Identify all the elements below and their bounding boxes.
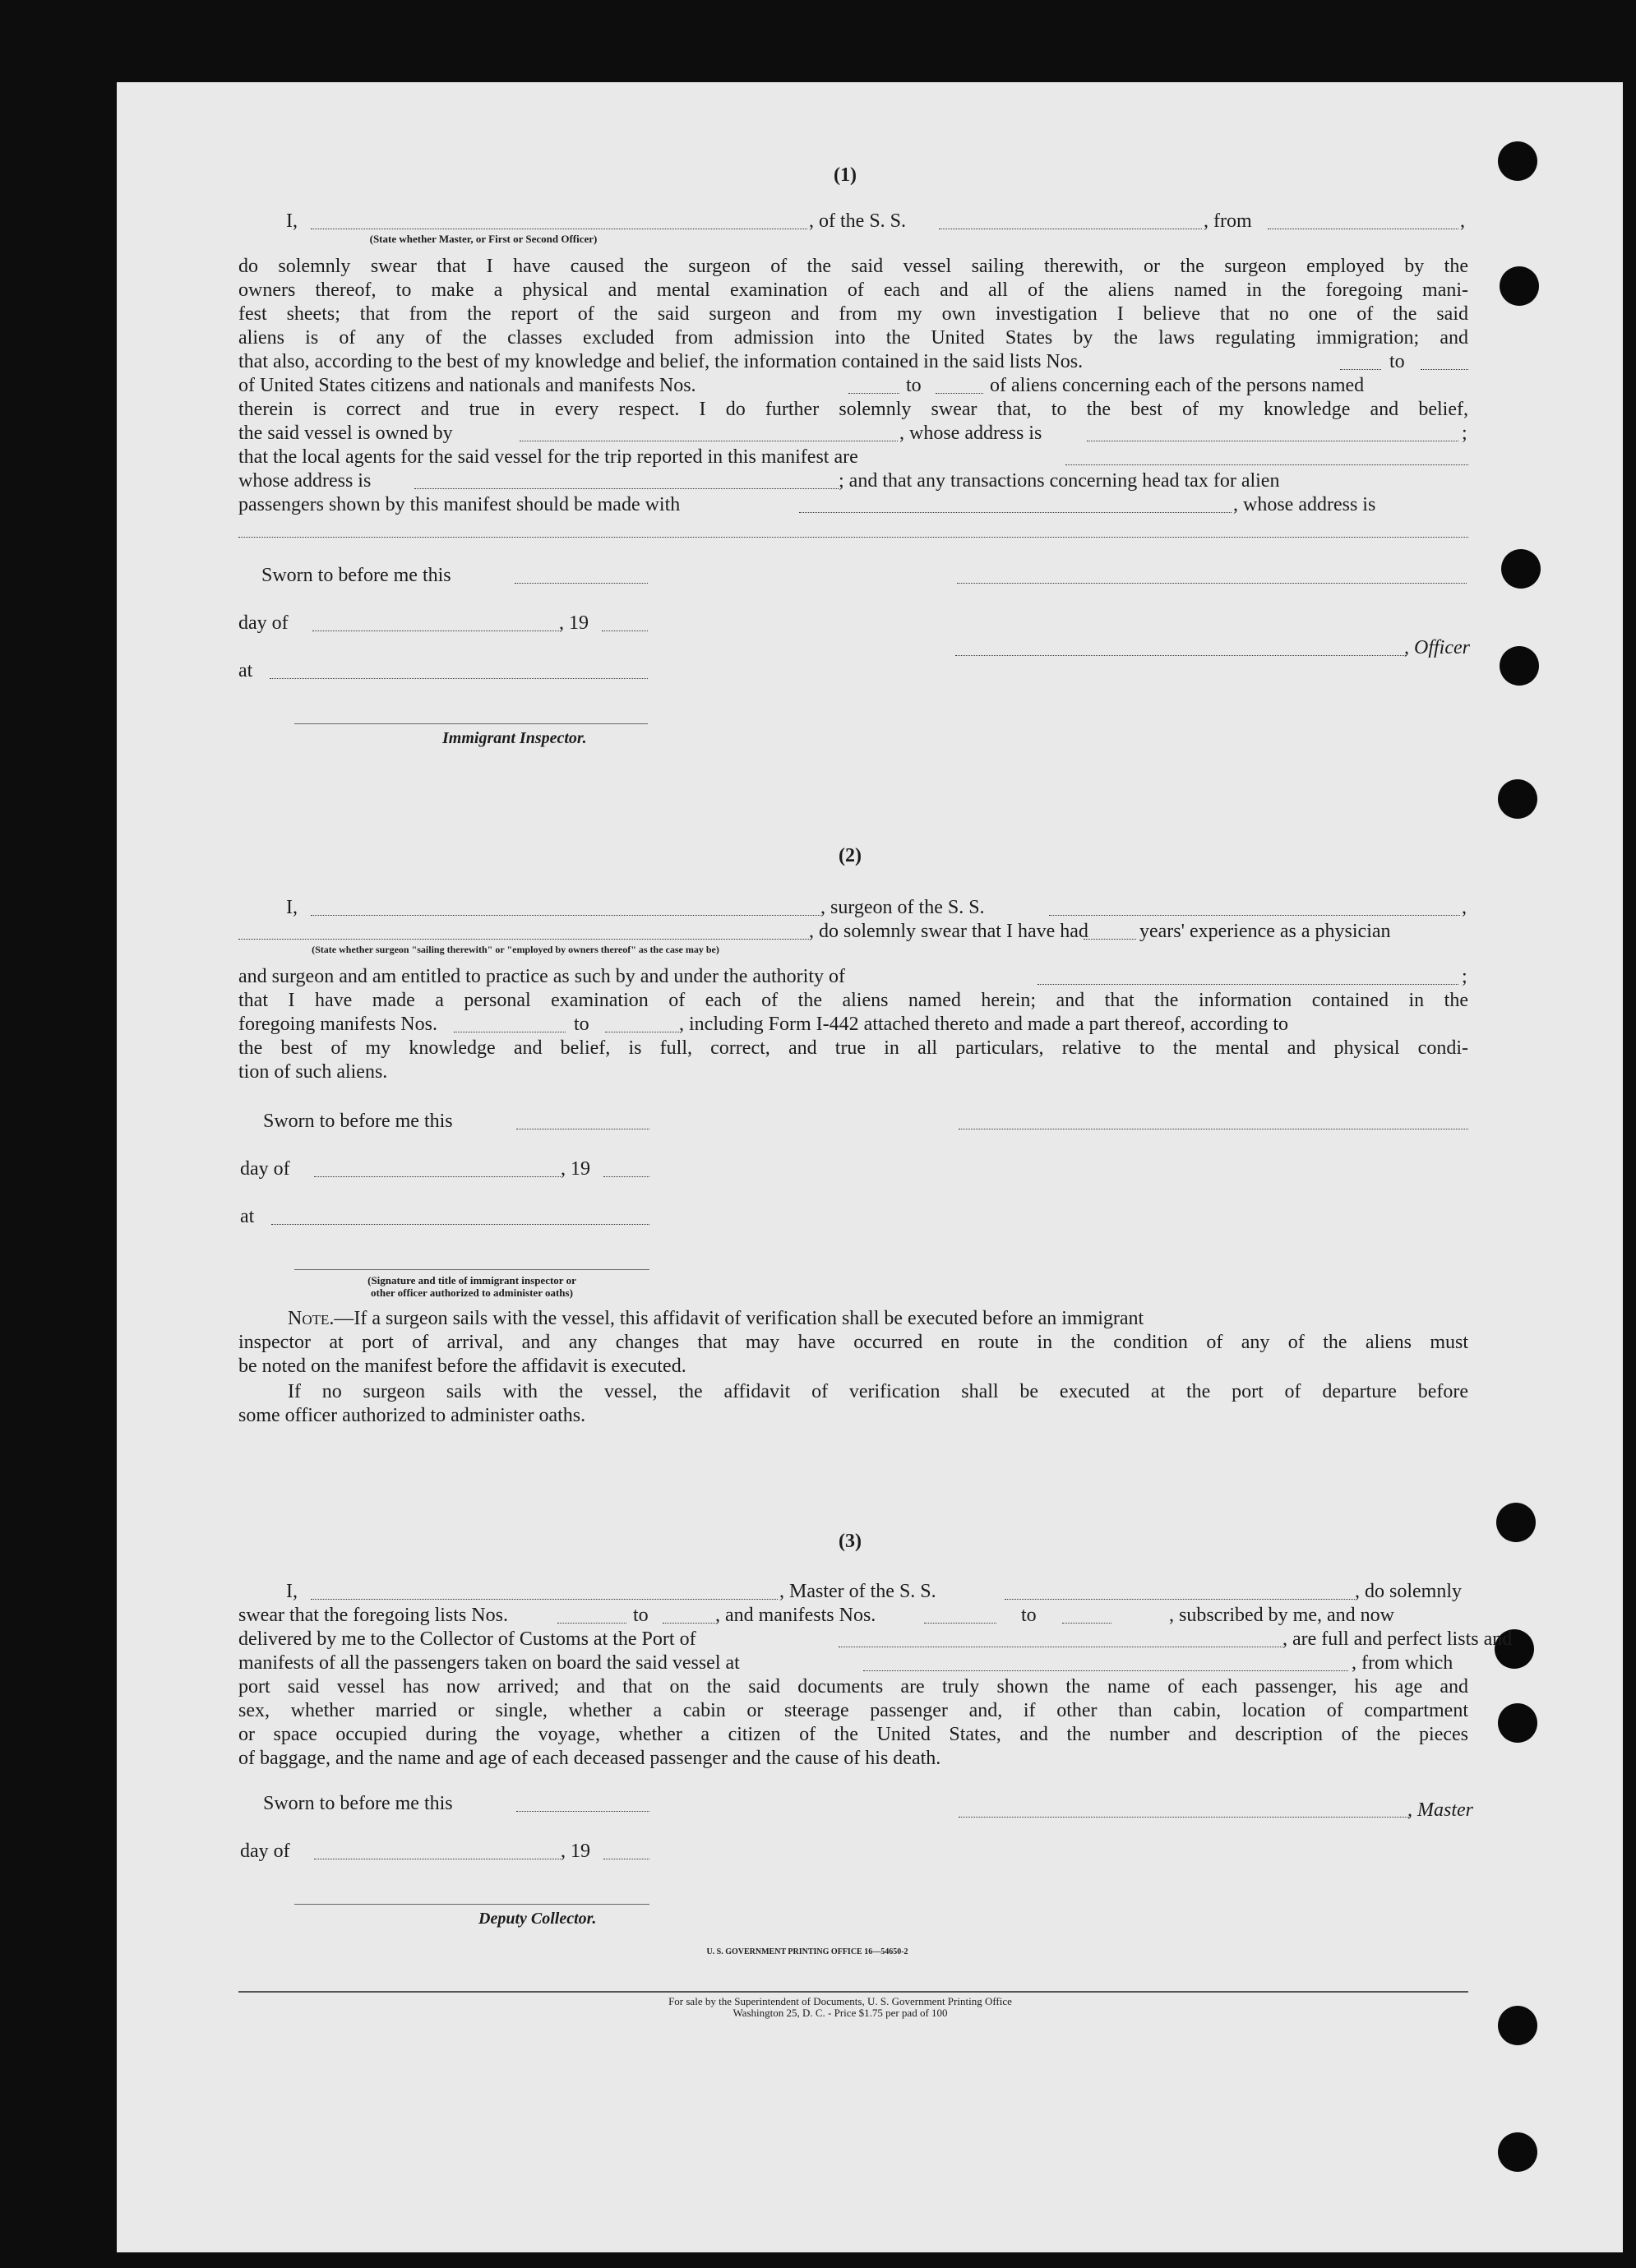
sec3-day-of: day of xyxy=(240,1841,290,1862)
semicolon: ; xyxy=(1462,966,1467,987)
sale-notice-2: Washington 25, D. C. - Price $1.75 per pad of 100 xyxy=(733,2007,948,2019)
punch-hole xyxy=(1498,2006,1537,2045)
comma: , xyxy=(1460,210,1465,232)
surgeon-of-ss: , surgeon of the S. S. xyxy=(820,897,985,918)
note-label: Note. xyxy=(288,1308,335,1329)
solemnly-swear: , do solemnly swear that I have had xyxy=(809,921,1088,942)
sec3-para-line: of baggage, and the name and age of each deceased passenger and the cause of his death. xyxy=(238,1748,941,1769)
note-line: inspector at port of arrival, and any changes that may have occurred en route in the condition of any of the aliens must xyxy=(238,1332,1468,1353)
deputy-signature-line[interactable] xyxy=(294,1904,649,1905)
sec3-vessel-field[interactable] xyxy=(1005,1599,1355,1600)
sig-caption-2: other officer authorized to administer oaths) xyxy=(371,1286,573,1299)
subscribed-text: , subscribed by me, and now xyxy=(1169,1605,1394,1626)
manifests-all-text: manifests of all the passengers taken on board the said vessel at xyxy=(238,1652,740,1674)
sec1-para-line: do solemnly swear that I have caused the surgeon of the said vessel sailing therewith, or the surgeon employed by the xyxy=(238,256,1468,277)
manifests-to-field[interactable] xyxy=(936,393,983,394)
swear-lists: swear that the foregoing lists Nos. xyxy=(238,1605,508,1626)
sec1-sworn-date-field[interactable] xyxy=(515,583,648,584)
sale-notice-1: For sale by the Superintendent of Documents, U. S. Government Printing Office xyxy=(668,1995,1012,2007)
punch-hole xyxy=(1498,2132,1537,2172)
sec2-authority-signature-line[interactable] xyxy=(294,1269,649,1270)
master-signature-line[interactable] xyxy=(959,1817,1409,1818)
sec3-lists-from-field[interactable] xyxy=(557,1623,626,1624)
sec2-at: at xyxy=(240,1206,255,1227)
sec2-year-field[interactable] xyxy=(603,1176,649,1177)
manifests-from-field[interactable] xyxy=(848,393,899,394)
sec1-para-line: whose address is xyxy=(238,470,372,492)
master-name-field[interactable] xyxy=(311,1599,778,1600)
master-of-ss: , Master of the S. S. xyxy=(779,1581,936,1602)
inspector-signature-line[interactable] xyxy=(294,723,648,724)
sec1-place-field[interactable] xyxy=(270,678,648,679)
sec1-para-line: that also, according to the best of my knowledge and belief, the information contained in the said lists Nos. xyxy=(238,351,1084,372)
delivered-text: delivered by me to the Collector of Customs at the Port of xyxy=(238,1628,696,1650)
section-1-heading: (1) xyxy=(834,164,857,186)
note-line: If no surgeon sails with the vessel, the affidavit of verification shall be executed at the port of departure before xyxy=(288,1381,1468,1402)
punch-hole xyxy=(1500,266,1539,306)
footer-rule[interactable] xyxy=(238,1991,1468,1993)
master-label: , Master xyxy=(1407,1799,1473,1821)
sec1-para-line: of United States citizens and nationals and manifests Nos. xyxy=(238,375,696,396)
do-solemnly: , do solemnly xyxy=(1355,1581,1462,1602)
punch-hole xyxy=(1496,1503,1536,1542)
form-sheet xyxy=(117,82,1623,2252)
to-label: to xyxy=(1389,351,1405,372)
from-which: , from which xyxy=(1352,1652,1453,1674)
whose-address: , whose address is xyxy=(899,423,1042,444)
sec2-para-line: that I have made a personal examination of each of the aliens named herein; and that the information contained in the xyxy=(238,990,1468,1011)
boarding-port-field[interactable] xyxy=(863,1670,1348,1671)
year-prefix: , 19 xyxy=(561,1841,590,1862)
sec1-para-line: therein is correct and true in every respect. I do further solemnly swear that, to the best of my knowledge and belief, xyxy=(238,399,1468,420)
sec1-sworn: Sworn to before me this xyxy=(261,565,451,586)
sec2-para-line: tion of such aliens. xyxy=(238,1061,388,1083)
authority-text: and surgeon and am entitled to practice as such by and under the authority of xyxy=(238,966,845,987)
inspector-label: Immigrant Inspector. xyxy=(442,729,587,747)
sec1-from: , from xyxy=(1204,210,1252,232)
sec3-para-line: port said vessel has now arrived; and that on the said documents are truly shown the name of each passenger, his age and xyxy=(238,1676,1468,1698)
years-experience-field[interactable] xyxy=(1084,939,1136,940)
punch-hole xyxy=(1498,141,1537,181)
head-tax-party-field[interactable] xyxy=(799,512,1232,513)
sec2-para-line: the best of my knowledge and belief, is full, correct, and true in all particulars, relative to the mental and physical condi- xyxy=(238,1037,1468,1059)
lists-from-field[interactable] xyxy=(1340,369,1381,370)
sec3-sworn-date-field[interactable] xyxy=(516,1811,649,1812)
punch-hole xyxy=(1500,646,1539,686)
deputy-label: Deputy Collector. xyxy=(478,1910,597,1928)
to-label: to xyxy=(1021,1605,1037,1626)
sec1-para-line: owners thereof, to make a physical and mental examination of each and all of the aliens named in the foregoing mani- xyxy=(238,279,1468,301)
sec1-of-ss: , of the S. S. xyxy=(809,210,907,232)
sec3-para-line: or space occupied during the voyage, whether a citizen of the United States, and the number and description of the pieces xyxy=(238,1724,1468,1745)
sig-caption-1: (Signature and title of immigrant inspector or xyxy=(367,1274,576,1286)
sec1-day-of: day of xyxy=(238,612,289,634)
sec1-signature-line[interactable] xyxy=(957,583,1467,584)
sec2-place-field[interactable] xyxy=(271,1224,649,1225)
sec2-day-of: day of xyxy=(240,1158,290,1180)
sec2-para-line: foregoing manifests Nos. xyxy=(238,1014,437,1035)
surgeon-status-caption: (State whether surgeon "sailing therewith" or "employed by owners thereof" as the case may be) xyxy=(312,944,719,955)
to-label: to xyxy=(574,1014,589,1035)
punch-hole xyxy=(1498,779,1537,819)
section-2-heading: (2) xyxy=(839,845,862,866)
punch-hole xyxy=(1498,1703,1537,1743)
sec2-i: I, xyxy=(286,897,298,918)
section-3-heading: (3) xyxy=(839,1531,862,1552)
sec3-manifests-from-field[interactable] xyxy=(924,1623,996,1624)
sec1-para-line: passengers shown by this manifest should be made with xyxy=(238,494,681,515)
sec3-manifests-to-field[interactable] xyxy=(1062,1623,1111,1624)
surgeon-status-field[interactable] xyxy=(238,939,809,940)
whose-address: , whose address is xyxy=(1233,494,1376,515)
and-manifests: , and manifests Nos. xyxy=(715,1605,876,1626)
sec1-para-line: the said vessel is owned by xyxy=(238,423,453,444)
aliens-tail: of aliens concerning each of the persons named xyxy=(990,375,1365,396)
year-prefix: , 19 xyxy=(559,612,589,634)
surgeon-name-field[interactable] xyxy=(311,915,820,916)
sec2-sworn: Sworn to before me this xyxy=(263,1111,453,1132)
sec3-i: I, xyxy=(286,1581,298,1602)
sec1-para-line: aliens is of any of the classes excluded from admission into the United States by the laws regulating immigration; and xyxy=(238,327,1468,349)
sec1-para-line: fest sheets; that from the report of the said surgeon and from my own investigation I believe that no one of the said xyxy=(238,303,1468,325)
agent-address-field[interactable] xyxy=(414,488,839,489)
note-line xyxy=(288,1307,1144,1331)
sec3-lists-to-field[interactable] xyxy=(663,1623,715,1624)
sec1-at: at xyxy=(238,660,253,681)
rank-caption: (State whether Master, or First or Second Officer) xyxy=(369,233,598,245)
semicolon: ; xyxy=(1462,423,1467,444)
note-line: some officer authorized to administer oaths. xyxy=(238,1405,586,1426)
note-line: be noted on the manifest before the affidavit is executed. xyxy=(238,1356,686,1377)
sec1-i: I, xyxy=(286,210,298,232)
year-prefix: , 19 xyxy=(561,1158,590,1180)
local-agents-field[interactable] xyxy=(1065,464,1468,465)
lists-to-field[interactable] xyxy=(1421,369,1468,370)
punch-hole xyxy=(1501,549,1541,589)
to-label: to xyxy=(633,1605,649,1626)
sec1-para-line: that the local agents for the said vessel for the trip reported in this manifest are xyxy=(238,446,858,468)
authority-field[interactable] xyxy=(1038,984,1458,985)
are-full-text: , are full and perfect lists and xyxy=(1282,1628,1513,1650)
to-label: to xyxy=(906,375,922,396)
sec3-para-line: sex, whether married or single, whether a cabin or steerage passenger and, if other than cabin, location of compartment xyxy=(238,1700,1468,1721)
officer-signature-line[interactable] xyxy=(955,655,1406,656)
years-experience-text: years' experience as a physician xyxy=(1139,921,1391,942)
officer-label: , Officer xyxy=(1404,637,1470,658)
sec2-month-field[interactable] xyxy=(314,1176,561,1177)
sec2-vessel-field[interactable] xyxy=(1049,915,1460,916)
form-tail: , including Form I-442 attached thereto and made a part thereof, according to xyxy=(679,1014,1289,1035)
sec3-sworn: Sworn to before me this xyxy=(263,1793,453,1814)
comma: , xyxy=(1462,897,1467,918)
head-tax-text: ; and that any transactions concerning head tax for alien xyxy=(839,470,1280,492)
gpo-imprint: U. S. GOVERNMENT PRINTING OFFICE 16—54650-2 xyxy=(706,1947,908,1956)
note-text: —If a surgeon sails with the vessel, this affidavit of verification shall be executed before an immigrant xyxy=(334,1308,1144,1329)
head-tax-address-field[interactable] xyxy=(238,537,1468,538)
